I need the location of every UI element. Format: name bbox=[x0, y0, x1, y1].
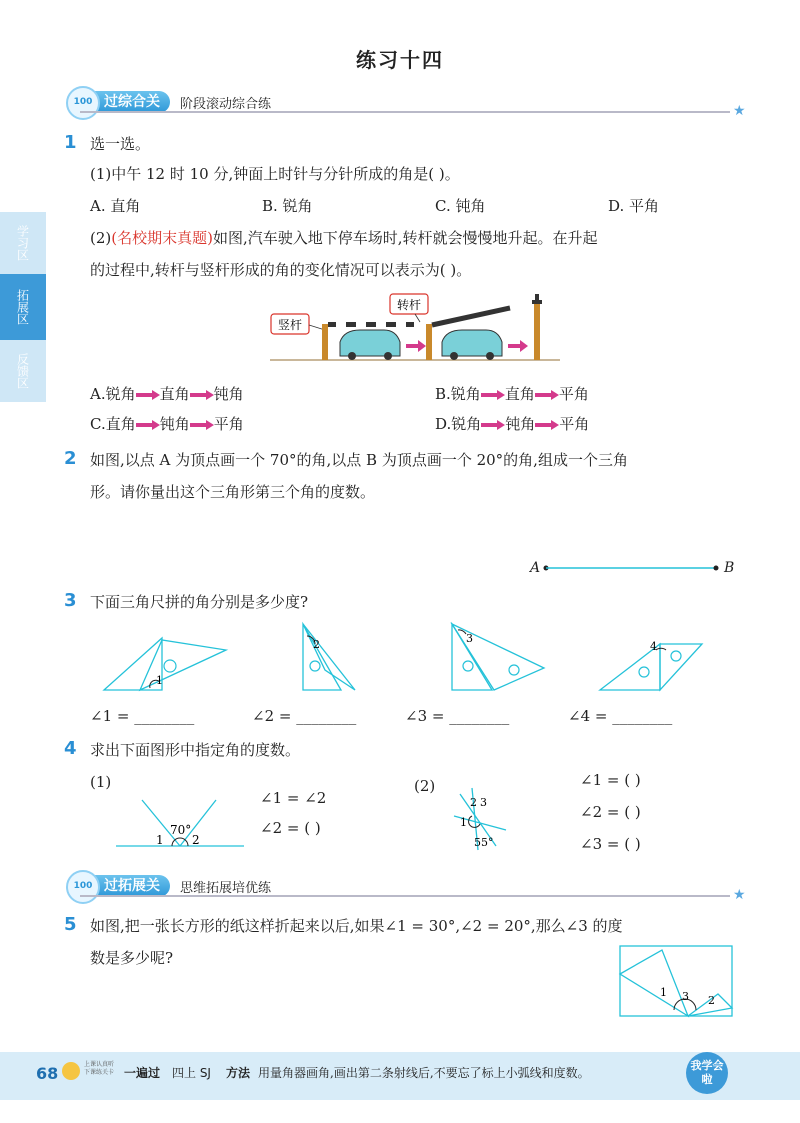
point-a-label: A bbox=[530, 560, 541, 576]
option-a[interactable]: A. 直角 bbox=[90, 197, 141, 215]
question-text: 形。请你量出这个三角形第三个角的度数。 bbox=[90, 483, 376, 501]
part-label: (1) bbox=[90, 773, 112, 791]
option-d[interactable]: D. 平角 bbox=[608, 197, 660, 215]
angle-number: 4 bbox=[650, 640, 657, 653]
angle-figure-1 bbox=[112, 796, 248, 854]
angle-number: 3 bbox=[682, 990, 689, 1003]
angle-number: 1 bbox=[156, 674, 163, 687]
side-tab-study[interactable]: 学习区 bbox=[0, 212, 46, 274]
pole-1 bbox=[322, 324, 328, 360]
answer-blank[interactable]: ∠1 = ________ bbox=[90, 707, 195, 725]
side-tab-feedback[interactable]: 反馈区 bbox=[0, 340, 46, 402]
mascot-icon bbox=[62, 1062, 80, 1080]
pole-2 bbox=[426, 324, 432, 360]
angle-figure-2 bbox=[450, 786, 510, 852]
angle-number: 2 bbox=[192, 833, 200, 847]
option-b[interactable]: B. 锐角 bbox=[262, 197, 313, 215]
label-vertical-pole: 竖杆 bbox=[277, 318, 303, 332]
bar-2 bbox=[432, 308, 510, 325]
option-d[interactable]: D.锐角 钝角 平角 bbox=[435, 415, 590, 433]
question-stem: 求出下面图形中指定角的度数。 bbox=[90, 741, 301, 759]
section-label: 100 过综合关 bbox=[78, 91, 170, 113]
arrow-right-icon bbox=[190, 420, 214, 430]
angle-number: 1 bbox=[660, 986, 667, 999]
answer-blank[interactable]: ∠3 = ________ bbox=[405, 707, 510, 725]
question-text: 的过程中,转杆与竖杆形成的角的变化情况可以表示为( )。 bbox=[90, 261, 472, 279]
angle-number: 1 bbox=[460, 816, 467, 829]
question-number: 5 bbox=[64, 914, 77, 935]
question-stem: 下面三角尺拼的角分别是多少度? bbox=[90, 593, 309, 611]
answer-blank[interactable]: ∠3 = ( ) bbox=[580, 835, 641, 853]
question-text: 如图,把一张长方形的纸这样折起来以后,如果∠1 = 30°,∠2 = 20°,那么∠3 的度 bbox=[90, 917, 623, 935]
arrow-right-icon bbox=[190, 390, 214, 400]
angle-number: 3 bbox=[480, 796, 487, 809]
answer-blank[interactable]: ∠4 = ________ bbox=[568, 707, 673, 725]
answer-blank[interactable]: ∠2 = ( ) bbox=[580, 803, 641, 821]
page-number: 68 bbox=[36, 1064, 59, 1083]
question-text: 如图,以点 A 为顶点画一个 70°的角,以点 B 为顶点画一个 20°的角,组成一个三角 bbox=[90, 451, 628, 469]
angle-value: 55° bbox=[474, 836, 494, 849]
segment-ab bbox=[540, 562, 722, 574]
arrow-right-icon bbox=[136, 390, 160, 400]
option-c[interactable]: C.直角 钝角 平角 bbox=[90, 415, 244, 433]
folded-rectangle-figure bbox=[618, 944, 736, 1018]
angle-number: 3 bbox=[466, 632, 473, 645]
question-stem: 选一选。 bbox=[90, 135, 151, 153]
arrow-right-icon bbox=[535, 390, 559, 400]
arrow-right-icon bbox=[136, 420, 160, 430]
pole-3 bbox=[534, 302, 540, 360]
question-text: (1)中午 12 时 10 分,钟面上时针与分针所成的角是( )。 bbox=[90, 165, 460, 183]
method-text: 用量角器画角,画出第二条射线后,不要忘了标上小弧线和度数。 bbox=[258, 1066, 590, 1080]
label-bar: 转杆 bbox=[396, 298, 422, 312]
angle-number: 1 bbox=[156, 833, 164, 847]
question-number: 2 bbox=[64, 448, 77, 469]
section-label: 100 过拓展关 bbox=[78, 875, 170, 897]
star-icon: ★ bbox=[733, 887, 746, 903]
method-label: 方法 bbox=[226, 1066, 251, 1080]
equation-line: ∠1 = ∠2 bbox=[260, 789, 327, 807]
answer-blank[interactable]: ∠2 = ( ) bbox=[260, 819, 321, 837]
arrow-right-icon bbox=[481, 390, 505, 400]
parking-gate-figure bbox=[270, 292, 560, 370]
car-2 bbox=[442, 330, 502, 356]
triangle-figure-4 bbox=[596, 624, 706, 692]
star-icon: ★ bbox=[733, 103, 746, 119]
answer-blank[interactable]: ∠1 = ( ) bbox=[580, 771, 641, 789]
triangle-figure-2 bbox=[295, 620, 365, 692]
section-subtitle: 阶段滚动综合练 bbox=[180, 96, 272, 112]
part-label: (2) bbox=[414, 777, 436, 795]
triangle-figure-1 bbox=[100, 620, 230, 692]
section-divider bbox=[80, 895, 730, 897]
question-number: 1 bbox=[64, 132, 77, 153]
angle-value: 70° bbox=[170, 823, 192, 837]
option-c[interactable]: C. 钝角 bbox=[435, 197, 486, 215]
arrow-right-icon bbox=[535, 420, 559, 430]
exam-tag: (名校期末真题) bbox=[111, 229, 213, 247]
brand-name: 一遍过 bbox=[124, 1066, 161, 1080]
option-b[interactable]: B.锐角 直角 平角 bbox=[435, 385, 589, 403]
question-number: 3 bbox=[64, 590, 77, 611]
question-text: (2)(名校期末真题)如图,汽车驶入地下停车场时,转杆就会慢慢地升起。在升起 bbox=[90, 229, 598, 247]
page-title: 练习十四 bbox=[356, 48, 444, 72]
question-number: 4 bbox=[64, 738, 77, 759]
mascot-logo-icon: 100 bbox=[66, 86, 100, 120]
grade-label: 四上 SJ bbox=[172, 1066, 211, 1080]
triangle-figure-3 bbox=[448, 620, 548, 692]
section-subtitle: 思维拓展培优练 bbox=[180, 880, 272, 896]
car-1 bbox=[340, 330, 400, 356]
option-a[interactable]: A.锐角 直角 钝角 bbox=[90, 385, 244, 403]
angle-number: 2 bbox=[313, 638, 320, 651]
angle-number: 2 bbox=[708, 994, 715, 1007]
angle-number: 2 bbox=[470, 796, 477, 809]
answer-blank[interactable]: ∠2 = ________ bbox=[252, 707, 357, 725]
learned-badge[interactable]: 我学会啦 bbox=[686, 1052, 728, 1094]
section-divider bbox=[80, 111, 730, 113]
side-tab-extend[interactable]: 拓展区 bbox=[0, 274, 46, 340]
arrow-right-icon bbox=[406, 340, 426, 352]
point-b-label: B bbox=[724, 560, 735, 576]
brand-slogan: 上课认真听 下课练关卡 bbox=[84, 1061, 115, 1076]
arrow-right-icon bbox=[508, 340, 528, 352]
mascot-logo-icon: 100 bbox=[66, 870, 100, 904]
question-text: 数是多少呢? bbox=[90, 949, 174, 967]
arrow-right-icon bbox=[481, 420, 505, 430]
side-tabs bbox=[0, 212, 46, 402]
